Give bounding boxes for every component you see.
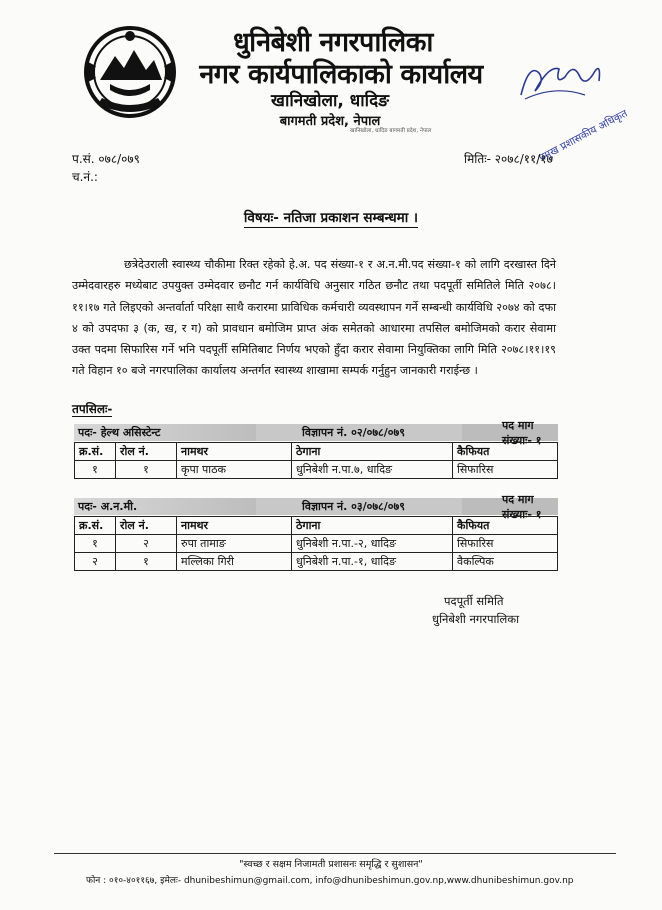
footer-contact: फोन : ०१०-४०११६७, इमेलः- dhunibeshimun@gmail.com, info@dhunibeshimun.gov.np,www.dhunibeshimun.gov.np (86, 876, 574, 886)
col-sn: क्र.सं. (75, 443, 116, 461)
cell-sn: १ (75, 461, 116, 479)
post-name: पदः- अ.न.मी. (74, 498, 256, 515)
stamp-text: प्रमुख प्रशासकीय अधिकृत (536, 107, 630, 165)
cell-roll: १ (116, 461, 177, 479)
org-address: खानिखोला, धादिङ (271, 91, 389, 111)
cell-address: धुनिबेशी न.पा.७, धादिङ (292, 461, 453, 479)
table-row (75, 461, 558, 479)
col-remarks: कैफियत (453, 517, 558, 535)
col-address: ठेगाना (292, 443, 453, 461)
col-name: नामथर (177, 517, 292, 535)
cell-name: कृपा पाठक (177, 461, 292, 479)
subject-text: विषयः- नतिजा प्रकाशन सम्बन्धमा । (243, 210, 419, 226)
reference-number: प.सं. ०७८/०७९ (72, 152, 140, 166)
col-name: नामथर (177, 443, 292, 461)
official-stamp (522, 93, 630, 165)
municipality-name: धुनिबेशी नगरपालिका (432, 612, 520, 626)
col-roll: रोल नं. (116, 517, 177, 535)
cell-address: धुनिबेशी न.पा.-२, धादिङ (292, 535, 453, 553)
table-row (75, 553, 558, 571)
tapsil-label (72, 400, 112, 417)
cell-sn: १ (75, 535, 116, 553)
cell-roll: २ (116, 535, 177, 553)
demand-count: पद माग संख्याः- १ (462, 498, 558, 515)
notice-number: विज्ञापन नं. ०२/०७८/०७९ (256, 424, 462, 441)
cell-remarks: सिफारिस (453, 461, 558, 479)
col-sn: क्र.सं. (75, 517, 116, 535)
org-province: बागमती प्रदेश, नेपाल (279, 114, 381, 129)
result-table-2 (74, 516, 558, 571)
subject-heading (0, 208, 662, 226)
demand-count: पद माग संख्याः- १ (462, 424, 558, 441)
table-row (75, 535, 558, 553)
tapsil-text: तपसिलः- (72, 402, 113, 416)
cell-remarks: वैकल्पिक (453, 553, 558, 571)
post-header-2 (74, 492, 558, 521)
cell-sn: २ (75, 553, 116, 571)
faded-stamp (348, 124, 438, 144)
footer-motto: "स्वच्छ र सक्षम निजामती प्रशासनः समृद्धि र सुशासन" (239, 859, 423, 870)
table-header-row (75, 443, 558, 461)
letter-date: मितिः- २०७८/११/१७ (464, 152, 553, 166)
chalani-number: च.नं.: (72, 170, 98, 184)
cell-name: रुपा तामाङ (177, 535, 292, 553)
result-table-1 (74, 442, 558, 479)
faded-stamp-text: खानिखोला, धादिङ बागमती प्रदेश, नेपाल (350, 128, 432, 134)
col-remarks: कैफियत (453, 443, 558, 461)
cell-roll: १ (116, 553, 177, 571)
cell-address: धुनिबेशी न.पा.-१, धादिङ (292, 553, 453, 571)
committee-name: पदपूर्ती समिति (444, 594, 504, 608)
cell-remarks: सिफारिस (453, 535, 558, 553)
org-name-line2: नगर कार्यपालिकाको कार्यालय (199, 59, 483, 90)
footer-divider (54, 853, 616, 854)
notice-number: विज्ञापन नं. ०३/०७८/०७९ (256, 498, 462, 515)
col-address: ठेगाना (292, 517, 453, 535)
col-roll: रोल नं. (116, 443, 177, 461)
body-paragraph: छत्रेदेउराली स्वास्थ्य चौकीमा रिक्त रहेको हे.अ. पद संख्या-१ र अ.न.मी.पद संख्या-१ को लागि दरखास्त दिने उम्मेदवारहरु मध्येबाट उपयुक्त उम्मेदवार छनौट गर्न कार्यविधि अनुसार गठित छनौट तथा पदपूर्ती समितिले मिति २०७८।११।१७ गते लिइएको अन्तर्वार्ता परिक्षा साथै करारमा प्राविधिक कर्मचारी व्यवस्थापन गर्ने सम्बन्धी कार्यविधि २०७४ को दफा ४ को उपदफा ३ (क, ख, र ग) को प्रावधान बमोजिम प्राप्त अंक समेतको आधारमा तपसिल बमोजिमको करार सेवामा उक्त पदमा सिफारिस गर्ने भनि पदपूर्ती समितिबाट निर्णय भएको हुँदा करार सेवामा नियुक्तिका लागि मिति २०७८।११।१९ गते विहान १० बजे नगरपालिका कार्यालय अन्तर्गत स्वास्थ्य शाखामा सम्पर्क गर्नुहुन जानकारी गराईन्छ । (72, 258, 556, 378)
nepal-emblem-logo (80, 22, 180, 118)
org-name-line1: धुनिबेशी नगरपालिका (233, 27, 433, 58)
post-name: पदः- हेल्थ असिस्टेन्ट (74, 424, 256, 441)
table-header-row (75, 517, 558, 535)
cell-name: मल्लिका गिरी (177, 553, 292, 571)
post-header-1 (74, 418, 558, 447)
